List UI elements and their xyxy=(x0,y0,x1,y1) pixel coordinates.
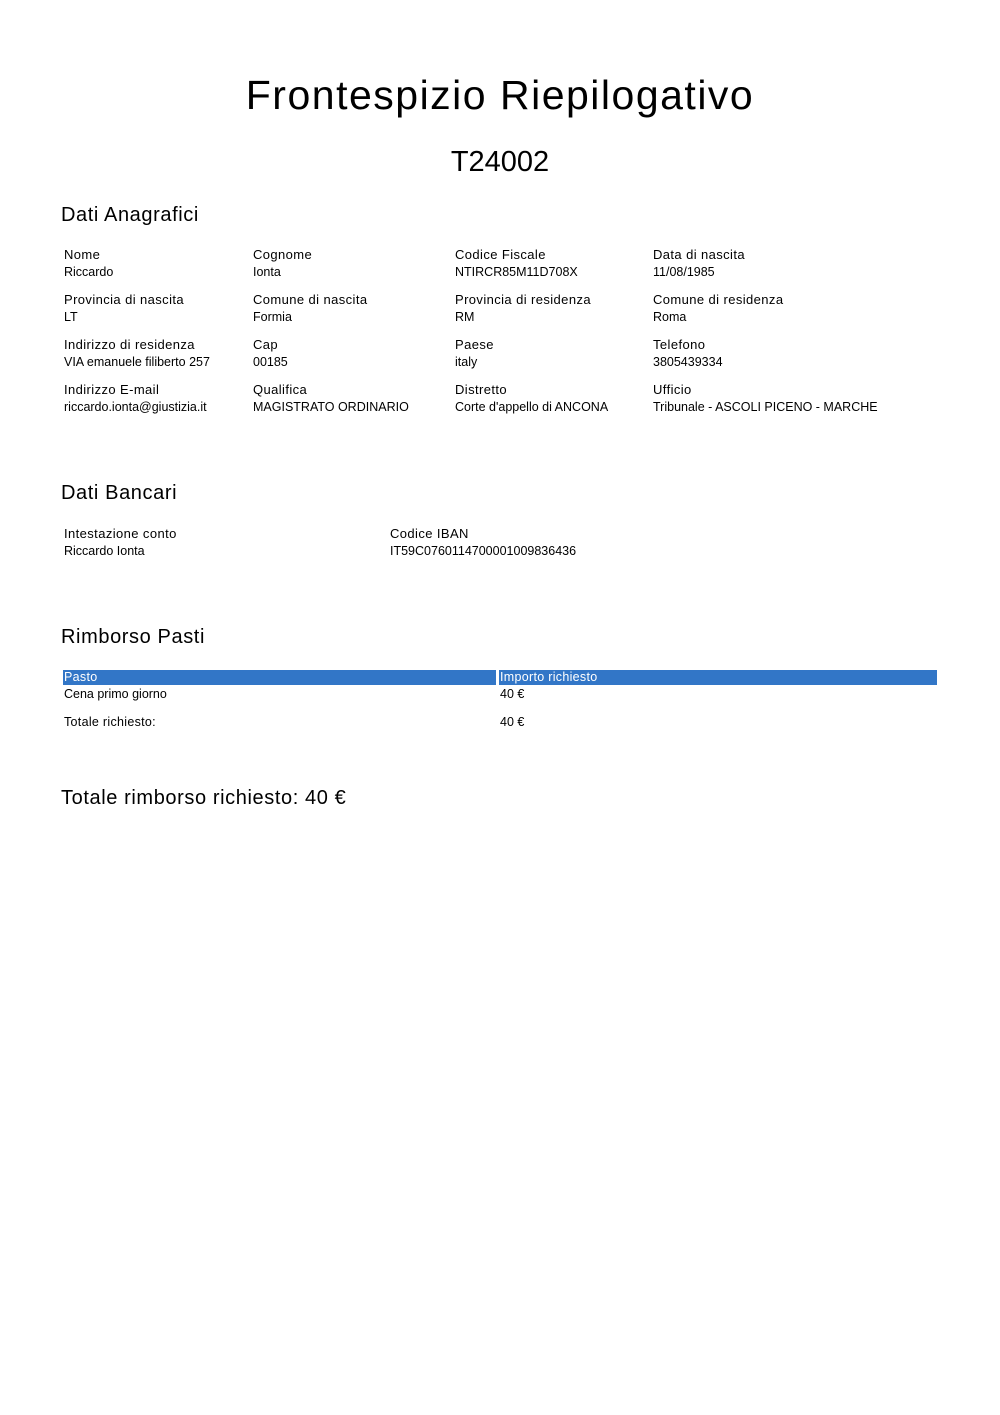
field-paese xyxy=(455,337,494,370)
field-nome xyxy=(64,247,113,280)
field-label: Intestazione conto xyxy=(64,526,177,541)
field-label: Cognome xyxy=(253,247,313,262)
field-telefono xyxy=(653,337,723,370)
field-cognome xyxy=(253,247,312,280)
grand-total: Totale rimborso richiesto: 40 € xyxy=(61,787,347,809)
field-label: Indirizzo di residenza xyxy=(64,337,195,352)
field-value: IT59C0760114700001009836436 xyxy=(390,544,577,558)
table-header-pasto: Pasto xyxy=(63,670,496,685)
field-value: 00185 xyxy=(253,355,288,369)
field-value: MAGISTRATO ORDINARIO xyxy=(253,400,409,414)
field-value: NTIRCR85M11D708X xyxy=(455,265,578,279)
field-value: Riccardo Ionta xyxy=(64,544,145,558)
field-label: Cap xyxy=(253,337,279,352)
table-cell-importo: 40 € xyxy=(500,687,525,701)
field-label: Nome xyxy=(64,247,101,262)
field-value: Formia xyxy=(253,310,292,324)
field-qualifica xyxy=(253,382,409,415)
field-indirizzo-residenza xyxy=(64,337,210,370)
document-code: T24002 xyxy=(450,146,550,178)
field-ufficio xyxy=(653,382,878,415)
field-value: italy xyxy=(455,355,478,369)
field-label: Provincia di nascita xyxy=(64,292,184,307)
field-label: Indirizzo E-mail xyxy=(64,382,160,397)
field-distretto xyxy=(455,382,608,415)
field-value: 11/08/1985 xyxy=(653,265,715,279)
section-title-anagrafica: Dati Anagrafici xyxy=(61,204,199,226)
field-label: Codice IBAN xyxy=(390,526,469,541)
field-codice-fiscale xyxy=(455,247,578,280)
field-comune-nascita xyxy=(253,292,367,325)
field-value: RM xyxy=(455,310,475,324)
table-total-value: 40 € xyxy=(500,715,525,729)
field-label: Provincia di residenza xyxy=(455,292,591,307)
field-codice-iban xyxy=(390,526,576,559)
table-cell-pasto: Cena primo giorno xyxy=(64,687,167,701)
field-comune-residenza xyxy=(653,292,783,325)
field-label: Distretto xyxy=(455,382,508,397)
field-data-nascita xyxy=(653,247,745,280)
field-value: Roma xyxy=(653,310,687,324)
field-label: Data di nascita xyxy=(653,247,745,262)
table-header-importo: Importo richiesto xyxy=(499,670,937,685)
field-email xyxy=(64,382,207,415)
field-cap xyxy=(253,337,288,370)
section-title-bancari: Dati Bancari xyxy=(61,482,178,504)
field-label: Telefono xyxy=(653,337,706,352)
field-value: Ionta xyxy=(253,265,281,279)
field-value: 3805439334 xyxy=(653,355,723,369)
field-value: Corte d'appello di ANCONA xyxy=(455,400,609,414)
field-provincia-nascita xyxy=(64,292,184,325)
field-value: VIA emanuele filiberto 257 xyxy=(64,355,210,369)
page-title: Frontespizio Riepilogativo xyxy=(245,72,755,118)
table-total-label: Totale richiesto: xyxy=(64,715,156,729)
field-label: Qualifica xyxy=(253,382,308,397)
field-provincia-residenza xyxy=(455,292,591,325)
field-label: Comune di residenza xyxy=(653,292,784,307)
field-value: Tribunale - ASCOLI PICENO - MARCHE xyxy=(653,400,878,414)
field-value: Riccardo xyxy=(64,265,114,279)
field-label: Codice Fiscale xyxy=(455,247,546,262)
field-intestazione-conto xyxy=(64,526,177,559)
field-label: Comune di nascita xyxy=(253,292,368,307)
section-title-pasti: Rimborso Pasti xyxy=(61,626,205,648)
field-value: riccardo.ionta@giustizia.it xyxy=(64,400,207,414)
field-label: Paese xyxy=(455,337,494,352)
field-value: LT xyxy=(64,310,78,324)
field-label: Ufficio xyxy=(653,382,692,397)
